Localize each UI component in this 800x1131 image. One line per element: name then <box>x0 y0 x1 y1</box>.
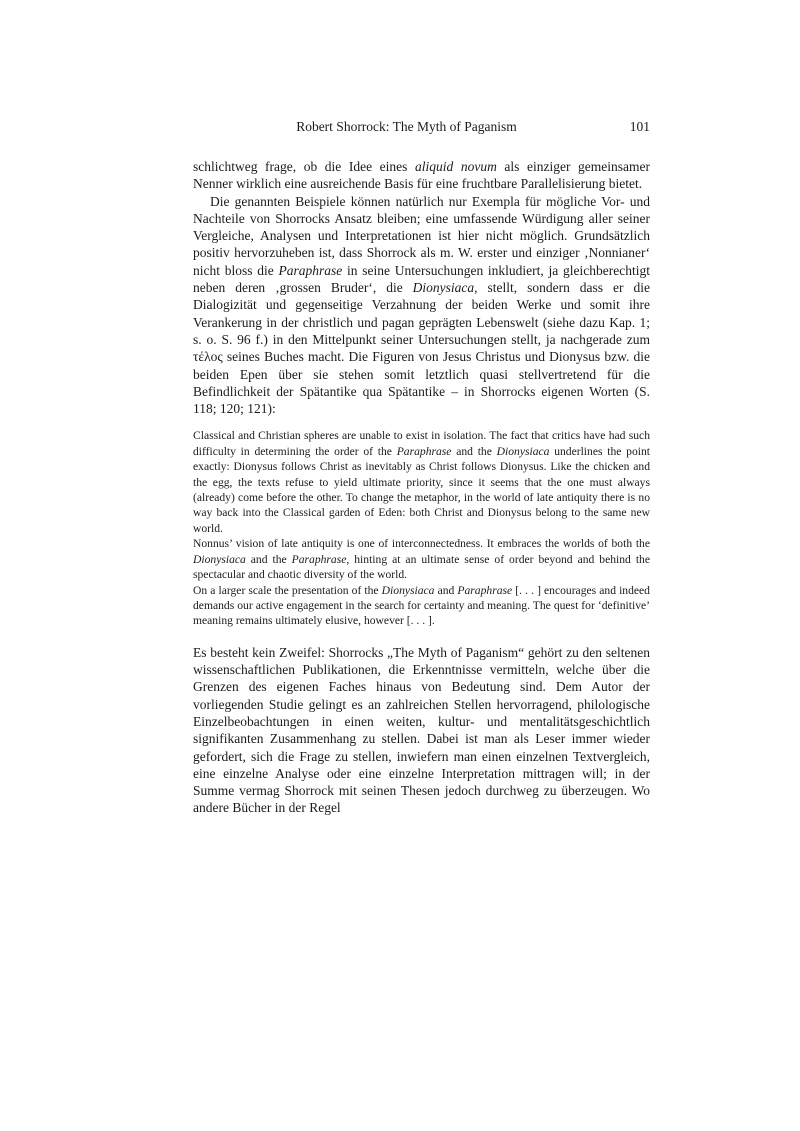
page-number: 101 <box>629 119 650 134</box>
text-column <box>193 118 650 817</box>
block-quote <box>193 428 650 628</box>
page-header <box>193 118 650 136</box>
quote-paragraph: Nonnus’ vision of late antiquity is one of interconnectedness. It embraces the worlds of both the Dionysiaca and the Paraphrase, hinting at an ultimate sense of order beyond and behind the spectacular and chaotic diversity of the world. <box>193 537 650 582</box>
quote-paragraph: Classical and Christian spheres are unable to exist in isolation. The fact that critics have had such difficulty in determining the order of the Paraphrase and the Dionysiaca underlines the point exactly: Dionysus follows Christ as inevitably as Christ follows Dionysus. Like the chicken and the egg, the texts refuse to yield ultimate priority, since it seems that the one must always (already) come before the other. To change the metaphor, in the world of late antiquity there is no way back into the Classical garden of Eden: both Christ and Dionysus belong to the same new world. <box>193 429 650 535</box>
paragraph-main: Die genannten Beispiele können natürlich nur Exempla für mögliche Vor- und Nachteile von Shorrocks Ansatz bleiben; eine umfassende Würdigung aller seiner Vergleiche, Analysen und Interpretationen ist hier nicht möglich. Grundsätzlich positiv hervorzuheben ist, dass Shorrock als m. W. erster und einziger ‚Nonnianer‘ nicht bloss die Paraphrase in seine Untersuchungen inkludiert, ja gleichberechtigt neben deren ‚grossen Bruder‘, die Dionysiaca, stellt, sondern dass er die Dialogizität und gegenseitige Verzahnung der beiden Werke und somit ihre Verankerung in der christlich und pagan geprägten Lebenswelt (siehe dazu Kap. 1; s. o. S. 96 f.) in den Mittelpunkt seiner Untersuchungen stellt, ja nachgerade zum τέλος seines Buches macht. Die Figuren von Jesus Christus und Dionysus bzw. die beiden Epen über sie stehen somit letztlich quasi stellvertretend für die Befindlichkeit der Spätantike qua Spätantike – in Shorrocks eigenen Worten (S. 118; 120; 121): <box>193 193 650 417</box>
running-head-title: Robert Shorrock: The Myth of Paganism <box>296 119 517 134</box>
paragraph-continuation: schlichtweg frage, ob die Idee eines aliquid novum als einziger gemeinsamer Nenner wirklich eine ausreichende Basis für eine fruchtbare Parallelisierung bietet. <box>193 159 650 192</box>
paragraph-conclusion: Es besteht kein Zweifel: Shorrocks „The Myth of Paganism“ gehört zu den seltenen wissenschaftlichen Publikationen, die Erkenntnisse vermitteln, welche über die Grenzen des eigenen Faches hinaus von Bedeutung sind. Dem Autor der vorliegenden Studie gelingt es an zahlreichen Stellen hervorragend, philologische Einzelbeobachtungen in einen weiten, kultur- und mentalitätsgeschichtlich signifikanten Zusammenhang zu stellen. Dabei ist man als Leser immer wieder gefordert, sich die Frage zu stellen, inwiefern man einen einzelnen Textvergleich, eine einzelne Analyse oder eine einzelne Interpretation mittragen will; in der Summe vermag Shorrock mit seinen Thesen jedoch durchweg zu überzeugen. Wo andere Bücher in der Regel <box>193 644 650 816</box>
quote-paragraph: On a larger scale the presentation of the Dionysiaca and Paraphrase [. . . ] encourages and indeed demands our active engagement in the search for certainty and meaning. The quest for ‘definitive’ meaning remains ultimately elusive, however [. . . ]. <box>193 583 650 628</box>
